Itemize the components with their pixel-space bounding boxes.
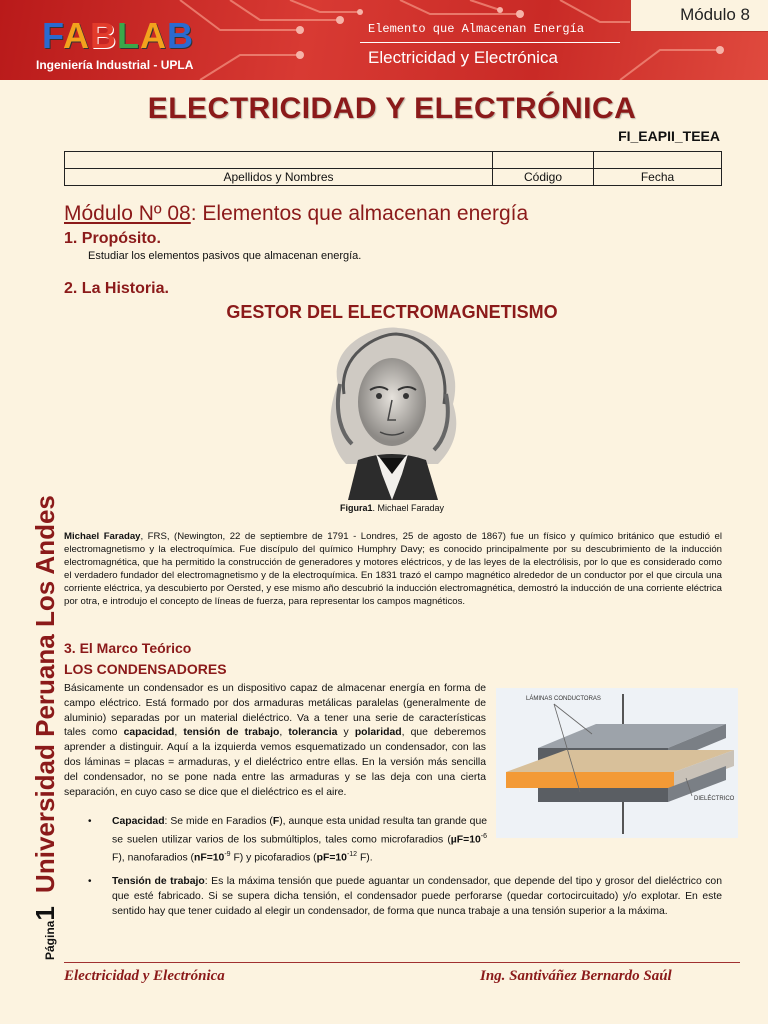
section-2-title: 2. La Historia. (64, 280, 169, 297)
para-separator: y (337, 727, 355, 739)
bullet-dot: • (88, 816, 92, 827)
course-code: FI_EAPII_TEEA (618, 128, 720, 144)
module-tab-label: Módulo 8 (680, 5, 750, 24)
bullet-text: ), aunque esta unidad resulta tan grande que se suelen utilizar varios de los submúltiplos, tales como microfaradios ( (112, 816, 487, 846)
page-title: ELECTRICIDAD Y ELECTRÓNICA (147, 92, 637, 125)
logo-subtitle: Ingeniería Industrial - UPLA (36, 58, 194, 72)
capacitor-diagram (496, 688, 738, 838)
faraday-biography (64, 530, 722, 609)
bullet-text: F). (357, 852, 373, 864)
code-input-cell[interactable] (493, 152, 594, 169)
section-3-subtitle: LOS CONDENSADORES (64, 661, 227, 677)
name-input-cell[interactable] (65, 152, 493, 169)
bullet-label: Tensión de trabajo (112, 876, 205, 887)
table-header-code: Código (493, 169, 594, 186)
section-2-subtitle: GESTOR DEL ELECTROMAGNETISMO (226, 302, 558, 322)
term-capacidad: capacidad (123, 727, 175, 739)
diagram-label-dielectric: DIELÉCTRICO (694, 796, 735, 802)
bullet-text: : Es la máxima tensión que puede aguantar un condensador, que depende del tipo y grosor del dieléctrico con que esté fabricado. Si se supera dicha tensión, el condensador puede perforarse (quedar cortocircuitado) y/o explotar. En este sentido hay que tener cuidado al elegir un condensador, de forma que nunca trabaje a una tensión superior a la máxima. (112, 876, 722, 917)
figure-caption (0, 503, 768, 513)
para-text: , que deberemos aprender a distinguir. Aquí a la izquierda vemos esquematizado un condensador, con las dos láminas = placas = armaduras, y el dieléctrico entre ellas. En la versión más sencilla del condensador, no se pone nada entre las armaduras y se las deja con una cierta separación, en cuyo caso se dice que el dieléctrico es el aire. (64, 727, 486, 798)
bullet-label: Capacidad (112, 816, 165, 827)
unit-pf: pF=10 (316, 852, 347, 864)
logo-letter: A (140, 15, 168, 56)
side-university-label (30, 495, 61, 960)
term-tension: tensión de trabajo (183, 727, 280, 739)
bullet-text: F), nanofaradios ( (112, 852, 195, 864)
bio-name: Michael Faraday (64, 531, 141, 542)
banner-divider (360, 42, 620, 43)
bullet-tension (112, 875, 722, 919)
exponent: -12 (346, 851, 358, 859)
page-label: Página (43, 920, 57, 960)
table-row (65, 169, 722, 186)
section-1-title: 1. Propósito. (64, 230, 161, 247)
unit-uf: µF=10 (450, 834, 481, 846)
table-row (65, 152, 722, 169)
module-number: Módulo Nº 08 (64, 202, 191, 225)
bio-text: , FRS, (Newington, 22 de septiembre de 1791 - Londres, 25 de agosto de 1867) fue un físico y químico británico que estudió el electromagnetismo y la electroquímica. Fue discípulo del químico Humphry Davy; es conocido principalmente por su descubrimiento de la inducción electromagnética, que ha permitido la construcción de generadores y motores eléctricos, y de las leyes de la electrólisis, por lo que es considerado como el verdadero fundador del electromagnetismo y de la electroquímica. En 1831 trazó el campo magnético alrededor de un conductor por el que circula una corriente eléctrica, ya descubierto por Oersted, y ese mismo año descubrió la inducción electromagnética, demostró la inducción de una corriente eléctrica por otra, e introdujo el concepto de líneas de fuerza, para representar los campos magnéticos. (64, 531, 722, 608)
logo-letter: F (42, 15, 64, 56)
figure-label: Figura1 (339, 503, 373, 513)
bullet-dot: • (88, 876, 92, 887)
fablab-logo (42, 15, 195, 56)
figure-caption-text: . Michael Faraday (372, 503, 445, 513)
section-3-title: 3. El Marco Teórico (64, 640, 192, 656)
section-1-text: Estudiar los elementos pasivos que almacenan energía. (88, 250, 362, 262)
footer-author: Ing. Santiváñez Bernardo Saúl (480, 968, 672, 984)
module-heading (64, 202, 528, 226)
para-separator: , (174, 727, 184, 739)
module-title: : Elementos que almacenan energía (190, 202, 529, 225)
exponent: -9 (224, 851, 231, 859)
para-text: Básicamente un condensador es un dispositivo capaz de almacenar energía en forma de campo eléctrico. Está formado por dos armaduras metálicas paralelas (generalmente de aluminio) separadas por un material dieléctrico. Va a tener una serie de características tales como (64, 683, 486, 739)
university-name: Universidad Peruana Los Andes (30, 495, 60, 893)
capacitor-intro-paragraph (64, 682, 486, 800)
para-separator: , (279, 727, 289, 739)
term-polaridad: polaridad (354, 727, 402, 739)
unit-f: F (272, 816, 280, 827)
bullet-text: : Se mide en Faradios ( (164, 816, 273, 827)
logo-letter: B (90, 15, 118, 56)
page-number: 1 (30, 906, 60, 921)
logo-letter: L (117, 15, 141, 56)
table-header-name: Apellidos y Nombres (65, 169, 493, 186)
student-info-table (64, 151, 722, 186)
module-tab (630, 0, 768, 32)
term-tolerancia: tolerancia (288, 727, 338, 739)
footer-course: Electricidad y Electrónica (64, 968, 225, 984)
unit-nf: nF=10 (194, 852, 225, 864)
bullet-capacidad (112, 815, 487, 866)
logo-letter: A (63, 15, 91, 56)
table-header-date: Fecha (594, 169, 722, 186)
exponent: -6 (480, 832, 487, 840)
date-input-cell[interactable] (594, 152, 722, 169)
banner-course: Electricidad y Electrónica (368, 48, 558, 67)
faraday-portrait-image (318, 324, 466, 500)
logo-letter: B (167, 15, 195, 56)
footer-divider (64, 962, 740, 963)
diagram-label-plates: LÁMINAS CONDUCTORAS (526, 696, 601, 702)
banner-topic: Elemento que Almacenan Energía (368, 22, 585, 36)
bullet-text: F) y picofaradios ( (230, 852, 317, 864)
